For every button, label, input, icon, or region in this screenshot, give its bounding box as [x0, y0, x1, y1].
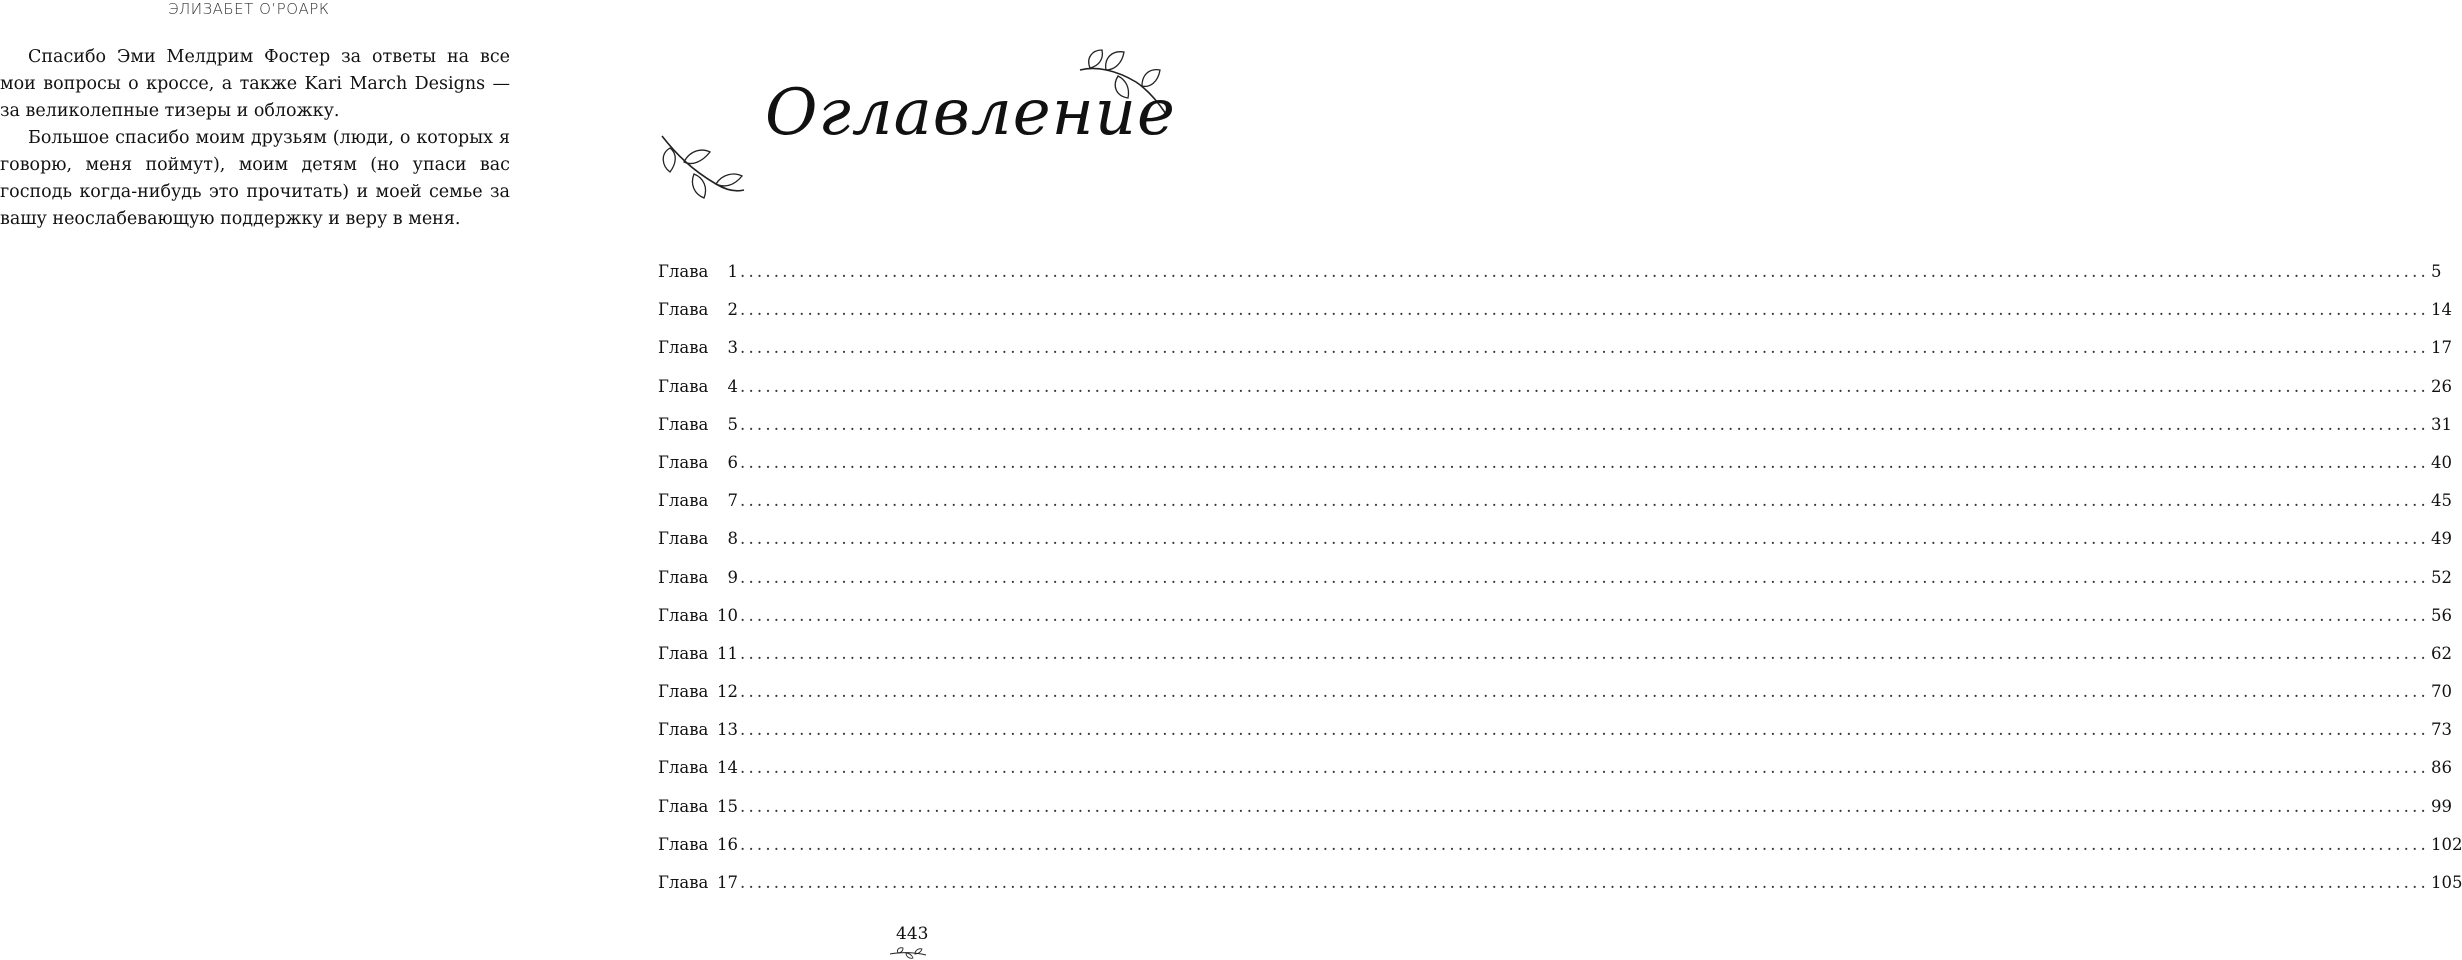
toc-entry-page: 70	[2430, 682, 2452, 702]
toc-leader-dots: ........................................................................................................................................................................................................	[740, 796, 2429, 816]
toc-entry-page: 31	[2430, 414, 2452, 434]
toc-entry	[658, 338, 2452, 376]
running-head: ЭЛИЗАБЕТ О’РОАРК	[168, 0, 330, 18]
toc-entry	[658, 491, 2452, 529]
toc-entry	[658, 682, 2452, 720]
toc-entry-page: 5	[2430, 262, 2442, 281]
toc-entry	[658, 834, 2462, 873]
toc-entry-label	[658, 873, 738, 892]
toc-entry-number: 2	[727, 300, 738, 320]
table-of-contents	[658, 262, 2462, 911]
toc-entry-word: Глава	[658, 834, 709, 854]
toc-entry-page: 86	[2430, 758, 2452, 778]
toc-entry-label	[658, 300, 738, 319]
toc-entry	[658, 376, 2452, 415]
toc-entry-page: 17	[2430, 338, 2452, 358]
toc-entry	[658, 873, 2462, 911]
toc-entry-number: 9	[727, 567, 738, 587]
toc-entry-word: Глава	[658, 376, 709, 396]
toc-entry-word: Глава	[658, 796, 709, 816]
toc-entry-label	[658, 758, 738, 777]
toc-entry-label	[658, 682, 738, 701]
toc-entry-word: Глава	[658, 643, 709, 663]
toc-entry-label	[658, 720, 738, 739]
toc-leader-dots: ........................................................................................................................................................................................................	[740, 605, 2429, 625]
leaf-sprig-icon	[656, 132, 748, 204]
page-number: 443	[896, 924, 929, 944]
toc-entry-page: 73	[2430, 720, 2452, 740]
toc-entry-word: Глава	[658, 338, 709, 358]
toc-entry-label	[658, 644, 738, 663]
toc-entry	[658, 452, 2452, 491]
toc-entry	[658, 643, 2452, 682]
toc-leader-dots: ........................................................................................................................................................................................................	[740, 452, 2429, 472]
toc-entry-number: 5	[727, 414, 738, 434]
toc-entry-page: 99	[2430, 796, 2452, 816]
toc-leader-dots: ........................................................................................................................................................................................................	[740, 414, 2429, 434]
toc-entry-page: 40	[2430, 452, 2452, 472]
toc-entry-number: 13	[717, 720, 738, 740]
toc-entry-word: Глава	[658, 300, 709, 320]
toc-entry-page: 52	[2430, 567, 2452, 587]
toc-entry-label	[658, 491, 738, 510]
toc-entry-label	[658, 797, 738, 816]
toc-entry-word: Глава	[658, 758, 709, 778]
toc-leader-dots: ........................................................................................................................................................................................................	[740, 758, 2429, 778]
toc-entry	[658, 414, 2452, 453]
toc-entry-label	[658, 338, 738, 357]
toc-title: Оглавление	[765, 76, 1176, 150]
toc-entry-label	[658, 262, 738, 281]
toc-entry-word: Глава	[658, 873, 709, 892]
toc-entry-number: 3	[727, 338, 738, 358]
toc-entry-number: 7	[727, 491, 738, 511]
toc-entry-label	[658, 568, 738, 587]
toc-leader-dots: ........................................................................................................................................................................................................	[740, 376, 2429, 396]
toc-entry-word: Глава	[658, 605, 709, 625]
toc-leader-dots: ........................................................................................................................................................................................................	[740, 682, 2429, 702]
toc-entry	[658, 567, 2452, 606]
toc-entry-label	[658, 606, 738, 625]
toc-leader-dots: ........................................................................................................................................................................................................	[740, 873, 2429, 892]
toc-entry-label	[658, 415, 738, 434]
toc-entry-label	[658, 453, 738, 472]
toc-entry-number: 8	[727, 529, 738, 549]
toc-entry-page: 49	[2430, 529, 2452, 549]
toc-entry-number: 15	[717, 796, 738, 816]
toc-entry-page: 56	[2430, 605, 2452, 625]
toc-entry-page: 26	[2430, 376, 2452, 396]
toc-entry	[658, 758, 2452, 796]
toc-entry-word: Глава	[658, 529, 709, 549]
toc-leader-dots: ........................................................................................................................................................................................................	[740, 262, 2429, 281]
toc-entry-word: Глава	[658, 682, 709, 702]
toc-entry-word: Глава	[658, 491, 709, 511]
toc-entry-page: 62	[2430, 643, 2452, 663]
toc-leader-dots: ........................................................................................................................................................................................................	[740, 567, 2429, 587]
toc-entry-number: 12	[717, 682, 738, 702]
toc-entry-number: 10	[717, 605, 738, 625]
left-page-text	[0, 44, 510, 233]
toc-entry-number: 14	[717, 758, 738, 778]
toc-entry-word: Глава	[658, 567, 709, 587]
toc-entry-page: 102	[2430, 834, 2462, 854]
toc-leader-dots: ........................................................................................................................................................................................................	[740, 529, 2429, 549]
toc-entry	[658, 605, 2452, 644]
toc-entry-label	[658, 377, 738, 396]
toc-leader-dots: ........................................................................................................................................................................................................	[740, 300, 2429, 320]
toc-leader-dots: ........................................................................................................................................................................................................	[740, 720, 2429, 740]
toc-leader-dots: ........................................................................................................................................................................................................	[740, 491, 2429, 511]
toc-entry-number: 1	[727, 262, 738, 281]
toc-entry-number: 11	[717, 643, 738, 663]
toc-leader-dots: ........................................................................................................................................................................................................	[740, 338, 2429, 358]
toc-entry	[658, 300, 2452, 338]
toc-entry-number: 17	[717, 873, 738, 892]
toc-entry-page: 14	[2430, 300, 2452, 320]
toc-entry-number: 6	[727, 452, 738, 472]
toc-entry-page: 105	[2430, 873, 2462, 892]
toc-entry-label	[658, 529, 738, 548]
paragraph: Большое спасибо моим друзьям (люди, о которых я говорю, меня поймут), моим детям (но упаси вас господь когда-нибудь это прочитать) и моей семье за вашу неослабевающую поддержку и веру в меня.	[0, 128, 510, 229]
toc-entry-page: 45	[2430, 491, 2452, 511]
toc-entry-number: 4	[727, 376, 738, 396]
toc-entry	[658, 529, 2452, 567]
toc-entry-word: Глава	[658, 452, 709, 472]
toc-leader-dots: ........................................................................................................................................................................................................	[740, 643, 2429, 663]
toc-leader-dots: ........................................................................................................................................................................................................	[740, 834, 2429, 854]
toc-entry-word: Глава	[658, 720, 709, 740]
folio-ornament-icon	[888, 946, 928, 960]
toc-entry	[658, 720, 2452, 758]
toc-entry-word: Глава	[658, 262, 709, 281]
paragraph: Спасибо Эми Мелдрим Фостер за ответы на все мои вопросы о кроссе, а также Kari March Designs — за великолепные тизеры и обложку.	[0, 47, 510, 121]
toc-entry	[658, 796, 2452, 835]
toc-entry	[658, 262, 2442, 300]
toc-entry-number: 16	[717, 834, 738, 854]
toc-entry-label	[658, 835, 738, 854]
toc-entry-word: Глава	[658, 414, 709, 434]
